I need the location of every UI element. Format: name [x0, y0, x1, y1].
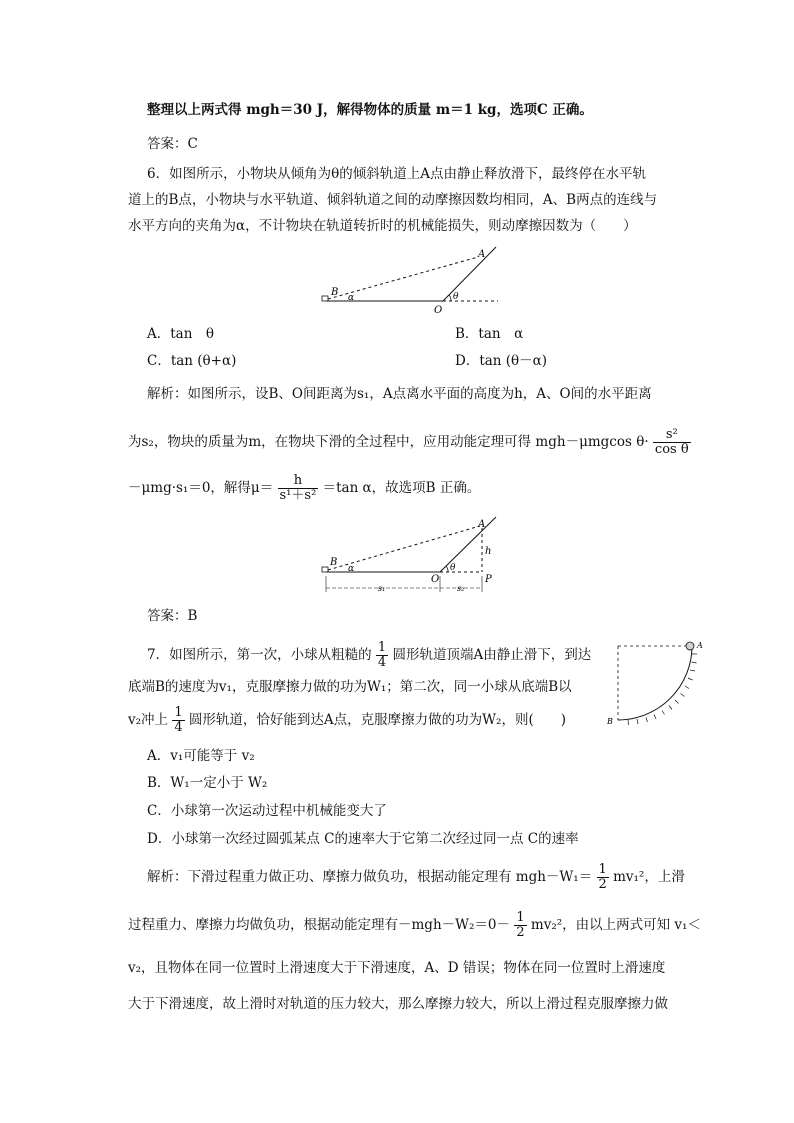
q6-option-c: C．tan (θ+α)	[147, 353, 237, 369]
fig2-label-s1: s₁	[378, 584, 386, 593]
question-6-line-2: 道上的B点，小物块与水平轨道、倾斜轨道之间的动摩擦因数均相同，A、B两点的连线与	[128, 192, 658, 208]
solution-7-line-2-text-b: mv₂²，由以上两式可知 v₁＜	[530, 917, 701, 933]
question-7-line-3	[128, 706, 566, 735]
solution-6-line-2	[128, 428, 691, 457]
fraction-s2-cos	[653, 428, 691, 457]
q7-option-b: B．W₁一定小于 W₂	[147, 775, 268, 791]
fraction-numerator: 1	[516, 910, 525, 925]
fig2-label-s2: s₂	[457, 584, 465, 593]
fig2-label-B: B	[330, 557, 338, 568]
fraction-denominator: s¹＋s²	[279, 488, 317, 503]
fig1-label-O: O	[434, 305, 443, 316]
fraction-denominator: 4	[377, 655, 387, 670]
solution-7-line-1-text-b: mv₁²，上滑	[613, 869, 685, 885]
solution-6-line-3-text-b: ＝tan α，故选项B 正确。	[322, 480, 481, 496]
question-7-line-1-text-a: 7．如图所示，第一次，小球从粗糙的	[147, 647, 372, 663]
solution-6-line-3	[128, 474, 480, 503]
question-7-line-3-text-a: v₂冲上	[128, 712, 169, 728]
solution-7-line-2	[128, 911, 701, 940]
figure-quarter-circle	[604, 636, 714, 728]
fig2-label-A: A	[478, 519, 486, 530]
fig1-label-B: B	[331, 287, 339, 298]
fraction-one-half	[597, 863, 609, 892]
q6-option-b: B．tan α	[455, 326, 524, 342]
fraction-numerator: s²	[653, 428, 691, 443]
question-7-line-2: 底端B的速度为v₁，克服摩擦力做的功为W₁；第二次，同一小球从底端B以	[128, 679, 572, 695]
fraction-denominator: 4	[174, 720, 183, 735]
fraction-denominator: cos θ	[654, 442, 689, 457]
q7-option-d: D．小球第一次经过圆弧某点 C的速率大于它第二次经过同一点 C的速率	[147, 831, 579, 847]
fig2-label-alpha: α	[348, 564, 355, 574]
fraction-denominator: 2	[598, 877, 607, 892]
question-6-line-1: 6．如图所示，小物块从倾角为θ的倾斜轨道上A点由静止释放滑下，最终停在水平轨	[147, 166, 646, 182]
solution-6-line-2-text: 为s₂，物块的质量为m，在物块下滑的全过程中，应用动能定理可得 mgh－μmgcos θ·	[128, 434, 649, 450]
text-line-1: 整理以上两式得 mgh＝30 J，解得物体的质量 m＝1 kg，选项C 正确。	[147, 102, 593, 118]
answer-6: 答案：B	[147, 608, 198, 624]
fraction-one-quarter	[376, 641, 388, 670]
figure-incline-2	[318, 512, 508, 597]
solution-7-line-3: v₂，且物体在同一位置时上滑速度大于下滑速度，A、D 错误；物体在同一位置时上滑速度	[128, 960, 666, 976]
solution-7-line-2-text-a: 过程重力、摩擦力均做负功，根据动能定理有－mgh－W₂＝0－	[128, 917, 511, 933]
q7-option-a: A．v₁可能等于 v₂	[147, 748, 255, 764]
fig1-label-A: A	[478, 249, 486, 260]
fig3-label-B: B	[607, 717, 613, 726]
answer-5: 答案：C	[147, 136, 198, 152]
q6-option-d: D．tan (θ－α)	[455, 353, 548, 369]
fig2-label-theta: θ	[450, 563, 456, 573]
question-6-line-3: 水平方向的夹角为α，不计物块在轨道转折时的机械能损失，则动摩擦因数为（ ）	[128, 218, 637, 234]
solution-7-line-1-text-a: 解析：下滑过程重力做正功、摩擦力做负功，根据动能定理有 mgh－W₁＝	[147, 869, 593, 885]
fraction-one-half-2	[514, 911, 526, 940]
fig2-label-h: h	[485, 546, 492, 557]
question-7-line-1-text-b: 圆形轨道顶端A由静止滑下，到达	[392, 647, 592, 663]
solution-6-line-3-text-a: －μmg·s₁＝0，解得μ＝	[128, 480, 274, 496]
fig2-label-P: P	[485, 574, 492, 585]
fig1-label-theta: θ	[453, 292, 459, 302]
fraction-numerator: 1	[174, 705, 183, 720]
fraction-numerator: 1	[377, 640, 387, 655]
figure-incline-1	[318, 244, 508, 316]
question-7-line-1	[147, 641, 591, 670]
fraction-numerator: h	[278, 474, 319, 489]
question-7-line-3-text-b: 圆形轨道，恰好能到达A点，克服摩擦力做的功为W₂，则( )	[188, 712, 566, 728]
fraction-numerator: 1	[598, 862, 607, 877]
q7-option-c: C．小球第一次运动过程中机械能变大了	[147, 803, 387, 819]
solution-7-line-4: 大于下滑速度，故上滑时对轨道的压力较大，那么摩擦力较大，所以上滑过程克服摩擦力做	[128, 996, 668, 1012]
fig1-label-alpha: α	[348, 293, 355, 303]
fig3-label-A: A	[697, 641, 703, 650]
solution-6-line-1: 解析：如图所示，设B、O间距离为s₁，A点离水平面的高度为h，A、O间的水平距离	[147, 386, 652, 402]
q6-option-a: A．tan θ	[147, 326, 215, 342]
fraction-h-over-s	[278, 474, 319, 503]
fraction-one-quarter-2	[172, 706, 184, 735]
solution-7-line-1	[147, 863, 685, 892]
fig2-label-O: O	[431, 574, 440, 585]
fraction-denominator: 2	[516, 925, 525, 940]
